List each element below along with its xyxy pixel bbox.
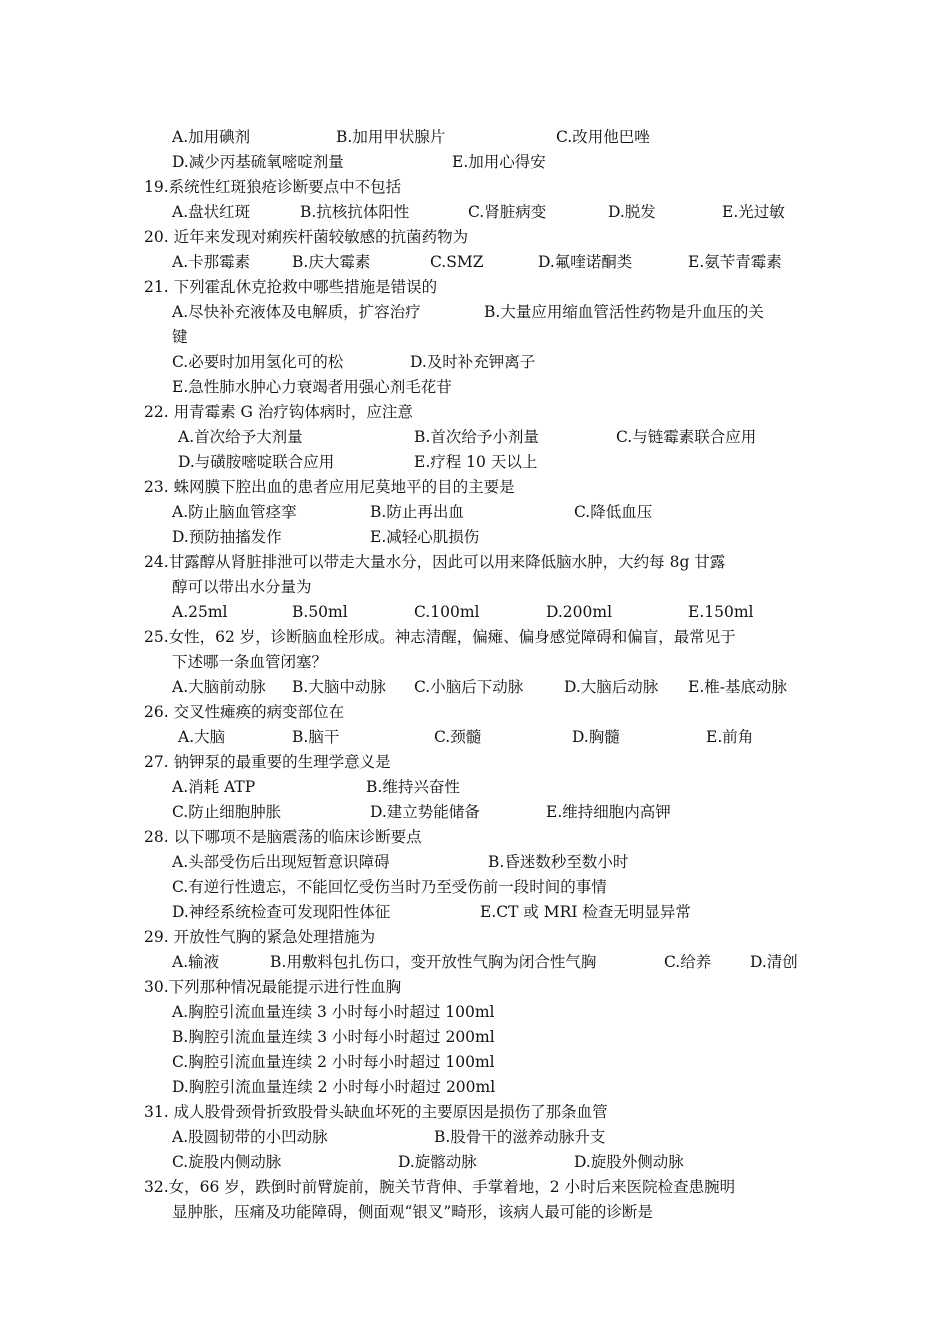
answer-option: C.SMZ (430, 253, 484, 271)
answer-option: D.预防抽搐发作 (172, 528, 282, 546)
answer-option: D.旋髂动脉 (398, 1153, 477, 1171)
question-stem: 19.系统性红斑狼疮诊断要点中不包括 (144, 178, 402, 196)
answer-option: B.庆大霉素 (292, 253, 371, 271)
answer-option: C.肾脏病变 (468, 203, 547, 221)
answer-option: B.大脑中动脉 (292, 678, 386, 696)
answer-option: C.与链霉素联合应用 (616, 428, 757, 446)
question-stem: 32.女，66 岁，跌倒时前臂旋前，腕关节背伸、手掌着地，2 小时后来医院检查患腕明 (144, 1178, 736, 1196)
answer-option: E.光过敏 (722, 203, 785, 221)
answer-option: A.首次给予大剂量 (178, 428, 303, 446)
answer-option: B.加用甲状腺片 (336, 128, 446, 146)
question-stem: 31. 成人股骨颈骨折致股骨头缺血坏死的主要原因是损伤了那条血管 (144, 1103, 608, 1121)
answer-option: E.减轻心肌损伤 (370, 528, 480, 546)
answer-option: D.减少丙基硫氧嘧啶剂量 (172, 153, 344, 171)
text-line: 醇可以带出水分量为 (172, 578, 312, 596)
answer-option: D.大脑后动脉 (564, 678, 659, 696)
question-stem: 28. 以下哪项不是脑震荡的临床诊断要点 (144, 828, 422, 846)
answer-option: B.昏迷数秒至数小时 (488, 853, 629, 871)
answer-option: A.25ml (172, 603, 228, 621)
question-stem: 27. 钠钾泵的最重要的生理学意义是 (144, 753, 391, 771)
answer-option: A.盘状红斑 (172, 203, 251, 221)
answer-option: E.疗程 10 天以上 (414, 453, 538, 471)
answer-option: C.降低血压 (574, 503, 653, 521)
answer-option: D.氟喹诺酮类 (538, 253, 633, 271)
text-line: B.胸腔引流血量连续 3 小时每小时超过 200ml (172, 1028, 495, 1046)
answer-option: E.150ml (688, 603, 754, 621)
answer-option: A.股圆韧带的小凹动脉 (172, 1128, 328, 1146)
answer-option: E.维持细胞内高钾 (546, 803, 671, 821)
answer-option: C.防止细胞肿胀 (172, 803, 282, 821)
answer-option: A.加用碘剂 (172, 128, 251, 146)
answer-option: D.旋股外侧动脉 (574, 1153, 684, 1171)
question-stem: 30.下列那种情况最能提示进行性血胸 (144, 978, 402, 996)
answer-option: A.防止脑血管痉挛 (172, 503, 297, 521)
answer-option: D.建立势能储备 (370, 803, 480, 821)
answer-option: B.首次给予小剂量 (414, 428, 539, 446)
answer-option: B.维持兴奋性 (366, 778, 460, 796)
answer-option: B.抗核抗体阳性 (300, 203, 410, 221)
answer-option: D.200ml (546, 603, 613, 621)
answer-option: E.椎-基底动脉 (688, 678, 787, 696)
answer-option: C.100ml (414, 603, 480, 621)
question-stem: 25.女性，62 岁，诊断脑血栓形成。神志清醒，偏瘫、偏身感觉障碍和偏盲，最常见于 (144, 628, 736, 646)
text-line: 显肿胀，压痛及功能障碍，侧面观“银叉”畸形，该病人最可能的诊断是 (172, 1203, 653, 1221)
answer-option: E.氨苄青霉素 (688, 253, 782, 271)
answer-option: D.神经系统检查可发现阳性体征 (172, 903, 391, 921)
answer-option: E.前角 (706, 728, 754, 746)
question-stem: 29. 开放性气胸的紧急处理措施为 (144, 928, 376, 946)
answer-option: E.加用心得安 (452, 153, 546, 171)
answer-option: D.脱发 (608, 203, 656, 221)
question-stem: 21. 下列霍乱休克抢救中哪些措施是错误的 (144, 278, 438, 296)
answer-option: D.清创 (750, 953, 798, 971)
text-line: 下述哪一条血管闭塞？ (172, 653, 328, 671)
answer-option: B.脑干 (292, 728, 340, 746)
text-line: C.胸腔引流血量连续 2 小时每小时超过 100ml (172, 1053, 495, 1071)
answer-option: B.50ml (292, 603, 348, 621)
question-stem: 26. 交叉性瘫痪的病变部位在 (144, 703, 345, 721)
question-stem: 24.甘露醇从肾脏排泄可以带走大量水分，因此可以用来降低脑水肿，大约每 8g 甘露 (144, 553, 726, 571)
answer-option: B.股骨干的滋养动脉升支 (434, 1128, 606, 1146)
answer-option: A.输液 (172, 953, 220, 971)
answer-option: C.小脑后下动脉 (414, 678, 524, 696)
answer-option: B.防止再出血 (370, 503, 464, 521)
answer-option: E.CT 或 MRI 检查无明显异常 (480, 903, 691, 921)
answer-option: A.消耗 ATP (172, 778, 256, 796)
answer-option: C.旋股内侧动脉 (172, 1153, 282, 1171)
answer-option: A.卡那霉素 (172, 253, 251, 271)
question-stem: 23. 蛛网膜下腔出血的患者应用尼莫地平的目的主要是 (144, 478, 515, 496)
text-line: D.胸腔引流血量连续 2 小时每小时超过 200ml (172, 1078, 496, 1096)
question-stem: 22. 用青霉素 G 治疗钩体病时，应注意 (144, 403, 413, 421)
question-stem: 20. 近年来发现对痢疾杆菌较敏感的抗菌药物为 (144, 228, 469, 246)
answer-option: A.大脑前动脉 (172, 678, 266, 696)
answer-option: C.颈髓 (434, 728, 482, 746)
answer-option: A.尽快补充液体及电解质，扩容治疗 (172, 303, 421, 321)
answer-option: B.大量应用缩血管活性药物是升血压的关 (484, 303, 764, 321)
answer-option: B.用敷料包扎伤口，变开放性气胸为闭合性气胸 (270, 953, 597, 971)
answer-option: C.给养 (664, 953, 712, 971)
answer-option: A.大脑 (178, 728, 226, 746)
answer-option: D.胸髓 (572, 728, 620, 746)
answer-option: D.与磺胺嘧啶联合应用 (178, 453, 335, 471)
text-line: E.急性肺水肿心力衰竭者用强心剂毛花苷 (172, 378, 452, 396)
answer-option: D.及时补充钾离子 (410, 353, 536, 371)
text-line: 键 (172, 328, 188, 346)
answer-option: C.必要时加用氢化可的松 (172, 353, 344, 371)
text-line: A.胸腔引流血量连续 3 小时每小时超过 100ml (172, 1003, 495, 1021)
text-line: C.有逆行性遗忘，不能回忆受伤当时乃至受伤前一段时间的事情 (172, 878, 607, 896)
answer-option: A.头部受伤后出现短暂意识障碍 (172, 853, 390, 871)
answer-option: C.改用他巴唑 (556, 128, 650, 146)
